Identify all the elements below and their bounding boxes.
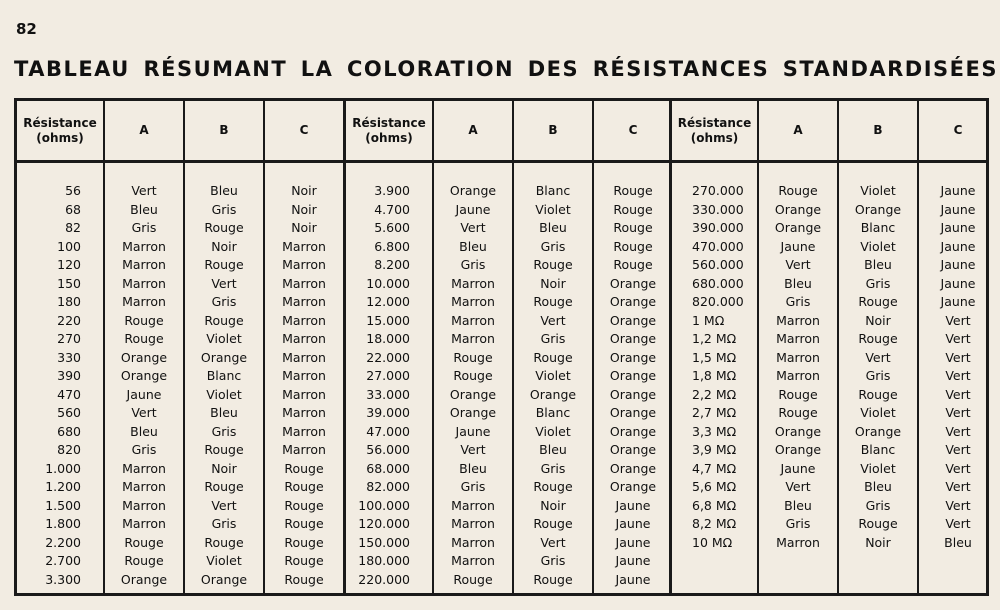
table-cell-b: Rouge	[204, 312, 244, 328]
table-cell-c: Marron	[282, 312, 326, 328]
table-cell-b: Violet	[860, 238, 896, 254]
title-word: RÉSUMANT	[143, 57, 288, 81]
table-cell-resistance: 680	[57, 423, 81, 439]
column-resistance	[346, 163, 432, 593]
table-cell-a: Bleu	[459, 460, 487, 476]
table-cell-c: Jaune	[940, 220, 976, 235]
table-cell-c: Orange	[609, 294, 657, 309]
table-cell-a: Marron	[451, 516, 495, 531]
table-cell-resistance: 68.000	[366, 460, 410, 476]
table-cell-a: Orange	[774, 220, 822, 235]
table-cell-resistance: 1,2 MΩ	[692, 331, 737, 346]
title-word: LA	[300, 57, 334, 81]
table-cell-c: Orange	[609, 368, 657, 383]
table-cell-resistance: 390	[57, 368, 81, 383]
table-cell-resistance: 1,8 MΩ	[692, 368, 737, 383]
table-cell-a: Gris	[460, 257, 486, 272]
table-cell-b: Rouge	[533, 349, 573, 365]
header-a: A	[432, 101, 512, 160]
table-cell-a: Jaune	[455, 423, 491, 439]
table-cell-resistance: 33.000	[366, 386, 410, 402]
table-cell-c: Orange	[609, 312, 657, 328]
table-cell-a: Vert	[460, 442, 486, 457]
table-cell-c: Jaune	[940, 238, 976, 254]
table-cell-resistance: 3,3 MΩ	[692, 423, 737, 439]
column-resistance	[17, 163, 103, 593]
table-cell-resistance: 15.000	[366, 312, 410, 328]
table-cell-b: Violet	[860, 405, 896, 420]
table-cell-resistance: 2,2 MΩ	[692, 386, 737, 402]
table-cell-a: Gris	[131, 442, 157, 457]
table-cell-b: Vert	[540, 534, 566, 550]
table-cell-a: Jaune	[780, 460, 816, 476]
table-cell-a: Marron	[122, 275, 166, 291]
table-cell-resistance: 330	[57, 349, 81, 365]
table-cell-c: Rouge	[284, 460, 324, 476]
table-cell-resistance: 22.000	[366, 349, 410, 365]
table-body	[17, 163, 343, 593]
table-cell-a: Rouge	[778, 386, 818, 402]
table-cell-a: Marron	[451, 294, 495, 309]
table-cell-c: Jaune	[615, 516, 651, 531]
table-cell-a: Bleu	[130, 201, 158, 217]
table-cell-b: Vert	[865, 349, 891, 365]
column-resistance	[672, 163, 757, 593]
table-cell-c: Vert	[945, 386, 971, 402]
table-cell-a: Marron	[122, 516, 166, 531]
table-cell-c: Jaune	[940, 294, 976, 309]
table-cell-resistance: 8,2 MΩ	[692, 516, 737, 531]
table-cell-b: Violet	[535, 423, 571, 439]
table-cell-b: Bleu	[210, 183, 238, 198]
table-cell-a: Marron	[122, 294, 166, 309]
table-cell-c: Vert	[945, 423, 971, 439]
table-cell-resistance: 3,9 MΩ	[692, 442, 737, 457]
table-cell-b: Gris	[540, 238, 566, 254]
table-cell-resistance: 2,7 MΩ	[692, 405, 737, 420]
table-cell-resistance: 470.000	[692, 238, 744, 254]
table-cell-resistance: 150	[57, 275, 81, 291]
table-cell-a: Vert	[785, 257, 811, 272]
table-cell-c: Jaune	[940, 275, 976, 291]
table-cell-resistance: 18.000	[366, 331, 410, 346]
table-cell-a: Rouge	[124, 553, 164, 568]
table-cell-a: Rouge	[778, 405, 818, 420]
table-cell-resistance: 5,6 MΩ	[692, 479, 737, 494]
table-cell-b: Violet	[535, 368, 571, 383]
table-cell-a: Orange	[120, 571, 168, 587]
table-body	[346, 163, 669, 593]
table-cell-c: Rouge	[284, 534, 324, 550]
table-cell-a: Marron	[122, 479, 166, 494]
table-cell-a: Bleu	[130, 423, 158, 439]
table-cell-c: Marron	[282, 275, 326, 291]
table-cell-a: Gris	[785, 516, 811, 531]
table-header	[346, 101, 669, 163]
table-cell-c: Noir	[291, 183, 317, 198]
table-cell-b: Vert	[540, 312, 566, 328]
table-cell-b: Rouge	[858, 386, 898, 402]
table-cell-c: Marron	[282, 294, 326, 309]
table-cell-resistance: 120.000	[358, 516, 410, 531]
table-cell-b: Gris	[211, 423, 237, 439]
table-cell-resistance: 56	[65, 183, 81, 198]
table-cell-resistance: 120	[57, 257, 81, 272]
table-cell-c: Rouge	[613, 238, 653, 254]
header-resistance: Résistance (ohms)	[23, 115, 97, 145]
table-cell-b: Gris	[865, 368, 891, 383]
table-cell-c: Jaune	[615, 553, 651, 568]
table-cell-resistance: 470	[57, 386, 81, 402]
title-word: COLORATION	[347, 57, 515, 81]
table-cell-c: Vert	[945, 479, 971, 494]
title-word: DES	[527, 57, 580, 81]
table-cell-c: Orange	[609, 331, 657, 346]
table-cell-a: Marron	[122, 238, 166, 254]
table-cell-resistance: 10.000	[366, 275, 410, 291]
table-cell-a: Rouge	[778, 183, 818, 198]
title-word: RÉSISTANCES	[592, 57, 770, 81]
table-cell-c: Vert	[945, 405, 971, 420]
table-cell-resistance: 330.000	[692, 201, 744, 217]
table-cell-c: Rouge	[284, 479, 324, 494]
table-cell-a: Gris	[785, 294, 811, 309]
table-cell-c: Jaune	[615, 497, 651, 513]
table-cell-c: Marron	[282, 349, 326, 365]
table-block-1	[17, 101, 343, 593]
table-cell-a: Orange	[449, 405, 497, 420]
table-cell-c: Rouge	[284, 516, 324, 531]
table-cell-c: Jaune	[940, 201, 976, 217]
table-cell-c: Vert	[945, 442, 971, 457]
header-resistance: Résistance (ohms)	[677, 115, 752, 145]
table-cell-a: Gris	[460, 479, 486, 494]
table-cell-b: Violet	[535, 201, 571, 217]
table-cell-c: Noir	[291, 220, 317, 235]
table-cell-c: Rouge	[613, 183, 653, 198]
table-cell-c: Marron	[282, 405, 326, 420]
table-cell-c: Marron	[282, 257, 326, 272]
table-cell-resistance: 10 MΩ	[692, 534, 733, 550]
table-body	[672, 163, 986, 593]
table-cell-b: Rouge	[533, 257, 573, 272]
table-cell-a: Orange	[774, 442, 822, 457]
table-cell-a: Marron	[122, 460, 166, 476]
table-cell-b: Violet	[206, 386, 242, 402]
table-cell-b: Blanc	[860, 442, 896, 457]
table-cell-a: Vert	[131, 183, 157, 198]
table-cell-a: Vert	[785, 479, 811, 494]
table-cell-resistance: 270.000	[692, 183, 744, 198]
column-b	[837, 163, 917, 593]
table-cell-b: Orange	[529, 386, 577, 402]
table-block-2	[343, 101, 669, 593]
table-cell-c: Marron	[282, 238, 326, 254]
table-cell-c: Rouge	[613, 201, 653, 217]
table-cell-c: Marron	[282, 386, 326, 402]
page-title	[14, 57, 998, 81]
table-cell-a: Marron	[451, 553, 495, 568]
table-cell-resistance: 2.700	[45, 553, 81, 568]
table-cell-resistance: 100	[57, 238, 81, 254]
table-cell-resistance: 270	[57, 331, 81, 346]
table-cell-b: Gris	[211, 516, 237, 531]
table-cell-resistance: 180	[57, 294, 81, 309]
table-cell-resistance: 8.200	[374, 257, 410, 272]
table-cell-resistance: 1.200	[45, 479, 81, 494]
table-cell-a: Marron	[776, 368, 820, 383]
table-cell-resistance: 39.000	[366, 405, 410, 420]
table-cell-resistance: 6.800	[374, 238, 410, 254]
table-cell-resistance: 560.000	[692, 257, 744, 272]
table-cell-b: Rouge	[533, 516, 573, 531]
table-cell-c: Orange	[609, 479, 657, 494]
table-cell-resistance: 82	[65, 220, 81, 235]
table-cell-c: Jaune	[940, 257, 976, 272]
table-cell-resistance: 680.000	[692, 275, 744, 291]
table-cell-a: Jaune	[126, 386, 162, 402]
table-cell-resistance: 390.000	[692, 220, 744, 235]
table-cell-c: Marron	[282, 423, 326, 439]
table-cell-b: Blanc	[535, 183, 571, 198]
column-a	[757, 163, 837, 593]
column-c	[592, 163, 672, 593]
table-cell-c: Orange	[609, 275, 657, 291]
header-c: C	[592, 101, 672, 160]
table-cell-a: Rouge	[453, 349, 493, 365]
table-cell-resistance: 1 MΩ	[692, 312, 725, 328]
table-cell-resistance: 2.200	[45, 534, 81, 550]
table-cell-a: Marron	[122, 497, 166, 513]
table-cell-b: Rouge	[204, 442, 244, 457]
table-cell-a: Rouge	[453, 368, 493, 383]
table-cell-resistance: 1,5 MΩ	[692, 349, 737, 365]
table-cell-b: Noir	[540, 497, 566, 513]
table-cell-c: Vert	[945, 368, 971, 383]
table-cell-b: Noir	[211, 238, 237, 254]
table-cell-c: Vert	[945, 331, 971, 346]
table-cell-a: Orange	[774, 201, 822, 217]
table-cell-a: Orange	[449, 183, 497, 198]
table-cell-a: Marron	[451, 312, 495, 328]
table-cell-b: Rouge	[858, 516, 898, 531]
table-cell-b: Blanc	[535, 405, 571, 420]
table-cell-b: Violet	[206, 553, 242, 568]
table-cell-resistance: 3.900	[374, 183, 410, 198]
table-cell-c: Orange	[609, 423, 657, 439]
table-cell-b: Rouge	[204, 220, 244, 235]
table-cell-b: Noir	[865, 312, 891, 328]
table-block-3	[669, 101, 986, 593]
header-resistance: Résistance (ohms)	[352, 115, 426, 145]
table-cell-b: Rouge	[858, 294, 898, 309]
table-cell-a: Marron	[776, 331, 820, 346]
table-cell-b: Bleu	[864, 479, 892, 494]
table-cell-b: Rouge	[204, 534, 244, 550]
table-cell-a: Marron	[451, 497, 495, 513]
table-cell-c: Orange	[609, 442, 657, 457]
table-cell-c: Rouge	[613, 220, 653, 235]
table-cell-b: Orange	[200, 349, 248, 365]
table-cell-a: Marron	[776, 534, 820, 550]
table-cell-c: Orange	[609, 460, 657, 476]
table-cell-a: Orange	[449, 386, 497, 402]
table-cell-resistance: 180.000	[358, 553, 410, 568]
table-cell-c: Rouge	[284, 553, 324, 568]
table-cell-b: Orange	[854, 201, 902, 217]
table-cell-a: Vert	[460, 220, 486, 235]
table-cell-a: Rouge	[453, 571, 493, 587]
column-b	[183, 163, 263, 593]
table-cell-resistance: 68	[65, 201, 81, 217]
table-cell-c: Jaune	[940, 183, 976, 198]
page-number: 82	[16, 20, 37, 38]
table-cell-c: Jaune	[615, 534, 651, 550]
table-cell-resistance: 820.000	[692, 294, 744, 309]
table-cell-a: Rouge	[124, 312, 164, 328]
table-cell-c: Vert	[945, 460, 971, 476]
table-cell-resistance: 560	[57, 405, 81, 420]
table-cell-c: Vert	[945, 516, 971, 531]
title-word: TABLEAU	[14, 57, 130, 81]
table-cell-b: Vert	[211, 275, 237, 291]
table-cell-resistance: 5.600	[374, 220, 410, 235]
table-cell-resistance: 12.000	[366, 294, 410, 309]
column-b	[512, 163, 592, 593]
table-cell-a: Vert	[131, 405, 157, 420]
table-cell-c: Bleu	[944, 534, 972, 550]
table-cell-resistance: 220	[57, 312, 81, 328]
table-header	[672, 101, 986, 163]
table-cell-b: Noir	[865, 534, 891, 550]
header-c: C	[263, 101, 343, 160]
table-cell-b: Violet	[860, 460, 896, 476]
table-cell-a: Gris	[131, 220, 157, 235]
table-cell-c: Marron	[282, 368, 326, 383]
table-cell-c: Orange	[609, 349, 657, 365]
table-cell-resistance: 82.000	[366, 479, 410, 494]
table-cell-a: Jaune	[780, 238, 816, 254]
table-cell-b: Orange	[200, 571, 248, 587]
table-cell-b: Rouge	[533, 571, 573, 587]
table-cell-a: Marron	[776, 312, 820, 328]
table-cell-resistance: 1.000	[45, 460, 81, 476]
table-cell-resistance: 3.300	[45, 571, 81, 587]
table-cell-a: Marron	[451, 534, 495, 550]
table-cell-b: Violet	[206, 331, 242, 346]
table-cell-b: Noir	[540, 275, 566, 291]
table-cell-b: Gris	[540, 331, 566, 346]
table-cell-b: Rouge	[533, 479, 573, 494]
table-cell-b: Rouge	[533, 294, 573, 309]
table-cell-a: Bleu	[784, 275, 812, 291]
table-cell-b: Rouge	[204, 479, 244, 494]
table-cell-resistance: 150.000	[358, 534, 410, 550]
table-cell-b: Bleu	[539, 220, 567, 235]
table-cell-resistance: 4.700	[374, 201, 410, 217]
table-cell-c: Rouge	[284, 497, 324, 513]
table-cell-b: Rouge	[858, 331, 898, 346]
column-a	[432, 163, 512, 593]
column-a	[103, 163, 183, 593]
table-cell-c: Vert	[945, 349, 971, 365]
title-word: STANDARDISÉES	[782, 57, 998, 81]
table-cell-resistance: 47.000	[366, 423, 410, 439]
resistor-color-table	[14, 98, 989, 596]
table-cell-a: Orange	[120, 349, 168, 365]
table-cell-b: Violet	[860, 183, 896, 198]
table-cell-resistance: 1.500	[45, 497, 81, 513]
table-cell-resistance: 6,8 MΩ	[692, 497, 737, 513]
table-cell-c: Marron	[282, 331, 326, 346]
table-cell-a: Marron	[451, 275, 495, 291]
table-cell-b: Vert	[211, 497, 237, 513]
table-cell-c: Vert	[945, 497, 971, 513]
table-cell-a: Bleu	[784, 497, 812, 513]
table-cell-c: Orange	[609, 386, 657, 402]
table-cell-resistance: 4,7 MΩ	[692, 460, 737, 476]
table-cell-a: Marron	[776, 349, 820, 365]
table-cell-a: Rouge	[124, 331, 164, 346]
header-a: A	[757, 101, 837, 160]
table-cell-b: Gris	[211, 294, 237, 309]
table-cell-a: Jaune	[455, 201, 491, 217]
header-c: C	[917, 101, 997, 160]
header-b: B	[512, 101, 592, 160]
table-cell-b: Gris	[865, 275, 891, 291]
table-cell-resistance: 1.800	[45, 516, 81, 531]
table-cell-resistance: 820	[57, 442, 81, 457]
table-cell-b: Gris	[540, 460, 566, 476]
table-cell-c: Orange	[609, 405, 657, 420]
table-cell-a: Orange	[120, 368, 168, 383]
table-cell-b: Bleu	[864, 257, 892, 272]
table-cell-b: Gris	[540, 553, 566, 568]
table-header	[17, 101, 343, 163]
table-cell-a: Orange	[774, 423, 822, 439]
header-b: B	[837, 101, 917, 160]
table-cell-c: Rouge	[613, 257, 653, 272]
table-cell-c: Jaune	[615, 571, 651, 587]
table-cell-b: Gris	[865, 497, 891, 513]
table-cell-b: Bleu	[539, 442, 567, 457]
table-cell-c: Marron	[282, 442, 326, 457]
table-cell-c: Noir	[291, 201, 317, 217]
table-cell-b: Bleu	[210, 405, 238, 420]
header-b: B	[183, 101, 263, 160]
table-cell-b: Blanc	[206, 368, 242, 383]
table-cell-a: Rouge	[124, 534, 164, 550]
table-cell-a: Marron	[451, 331, 495, 346]
table-cell-b: Orange	[854, 423, 902, 439]
table-cell-b: Rouge	[204, 257, 244, 272]
column-c	[917, 163, 997, 593]
table-cell-resistance: 220.000	[358, 571, 410, 587]
table-cell-resistance: 27.000	[366, 368, 410, 383]
table-cell-resistance: 100.000	[358, 497, 410, 513]
table-cell-c: Vert	[945, 312, 971, 328]
table-cell-c: Rouge	[284, 571, 324, 587]
table-cell-b: Gris	[211, 201, 237, 217]
table-cell-a: Bleu	[459, 238, 487, 254]
table-cell-resistance: 56.000	[366, 442, 410, 457]
table-cell-a: Marron	[122, 257, 166, 272]
column-c	[263, 163, 343, 593]
header-a: A	[103, 101, 183, 160]
table-cell-b: Noir	[211, 460, 237, 476]
table-cell-b: Blanc	[860, 220, 896, 235]
